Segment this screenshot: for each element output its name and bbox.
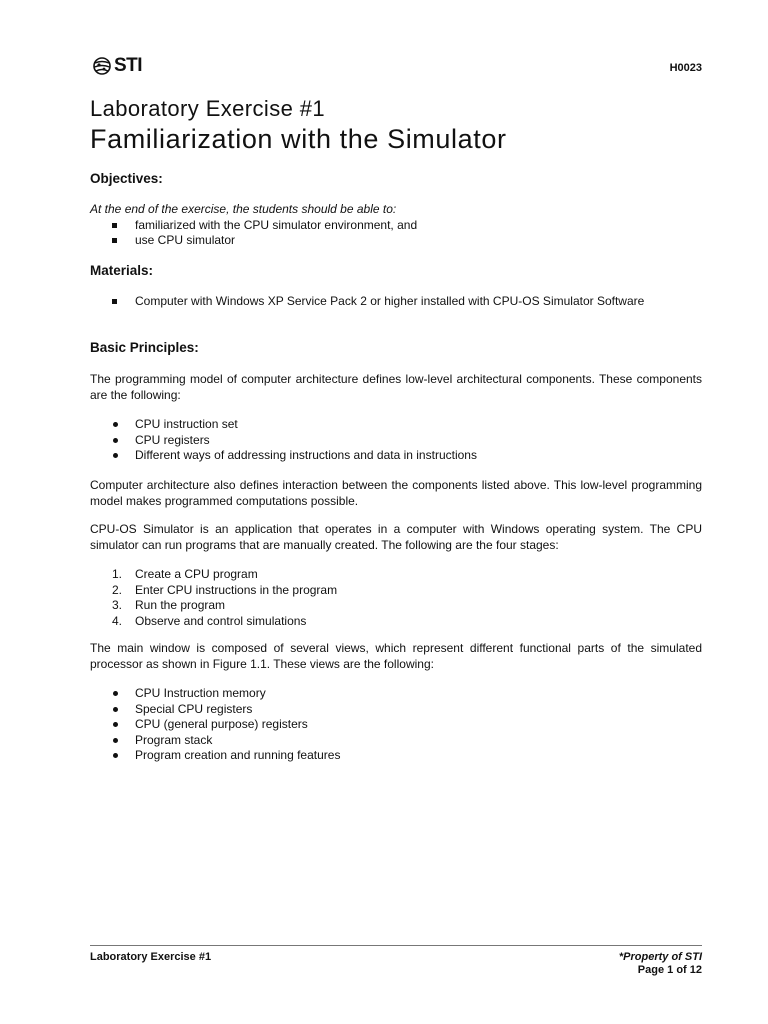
objectives-heading: Objectives: [90,171,163,186]
sti-globe-icon [92,56,112,76]
list-item: 4. Observe and control simulations [112,613,307,628]
views-list-block [90,686,702,764]
views-list [90,686,702,764]
round-bullet-icon [113,722,118,727]
list-item: CPU (general purpose) registers [90,717,702,733]
list-item: CPU Instruction memory [90,686,702,702]
list-item: familiarized with the CPU simulator environment, and [90,218,702,234]
round-bullet-icon [113,422,118,427]
list-item: CPU registers [90,433,702,449]
basic-principles-para4-block [90,641,702,672]
basic-principles-para1: The programming model of computer architecture defines low-level architectural components. These components are the following: [90,372,702,402]
round-bullet-icon [113,738,118,743]
basic-principles-para3-block [90,522,702,553]
basic-principles-para4: The main window is composed of several views, which represent different functional parts of the simulated processor as shown in Figure 1.1. These views are the following: [90,641,702,671]
logo-text: STI [114,55,143,76]
objectives-intro: At the end of the exercise, the students should be able to: [90,202,397,216]
square-bullet-icon [112,299,117,304]
list-item: Special CPU registers [90,702,702,718]
basic-principles-heading: Basic Principles: [90,340,199,355]
objectives-list [90,218,702,249]
materials-section [90,263,702,279]
list-item: use CPU simulator [90,233,702,249]
list-item: 1. Create a CPU program [112,567,258,581]
square-bullet-icon [112,238,117,243]
round-bullet-icon [113,707,118,712]
objectives-body [90,202,702,249]
basic-principles-para2-block [90,478,702,509]
round-bullet-icon [113,753,118,758]
basic-principles-para1-block [90,372,702,403]
list-item: Computer with Windows XP Service Pack 2 or higher installed with CPU-OS Simulator Software [90,294,702,310]
round-bullet-icon [113,438,118,443]
list-item: Program stack [90,733,702,749]
list-item: 3. Run the program [112,598,226,612]
basic-principles-para2: Computer architecture also defines interaction between the components listed above. This low-level programming model makes programmed computations possible. [90,478,702,508]
round-bullet-icon [113,453,118,458]
objectives-section [90,171,702,187]
list-item: CPU instruction set [90,417,702,433]
stages-list [90,567,702,629]
footer-right [619,951,702,977]
exercise-subtitle: Familiarization with the Simulator [90,124,507,154]
round-bullet-icon [113,691,118,696]
list-item: 2. Enter CPU instructions in the program [112,582,338,597]
basic-principles-para3: CPU-OS Simulator is an application that operates in a computer with Windows operating system. The CPU simulator can run programs that are manually created. The following are the four stages: [90,522,702,552]
materials-body [90,294,702,310]
sti-logo [92,54,142,78]
list-item: Different ways of addressing instructions and data in instructions [90,448,702,464]
exercise-title: Laboratory Exercise #1 [90,96,326,121]
footer-divider [90,945,702,946]
components-list [90,417,702,464]
property-notice: *Property of STI [618,951,702,963]
list-item: Program creation and running features [90,748,702,764]
square-bullet-icon [112,223,117,228]
stages-list-block [90,567,702,629]
basic-principles-section [90,340,702,356]
materials-list [90,294,702,310]
footer-title: Laboratory Exercise #1 [90,951,212,963]
document-code: H0023 [669,62,702,74]
materials-heading: Materials: [90,263,154,278]
components-list-block [90,417,702,464]
page-number: Page 1 of 12 [637,964,702,976]
